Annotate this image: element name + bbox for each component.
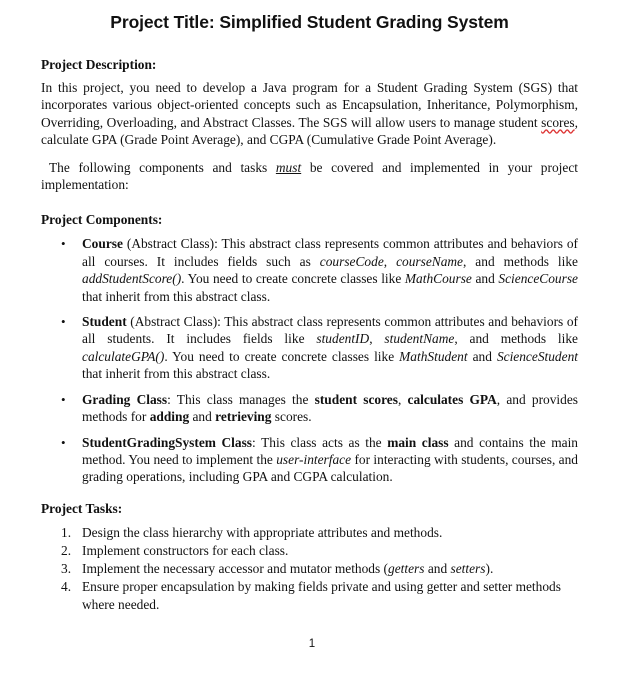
task-text: ). <box>485 560 494 576</box>
student-text-1: (Abstract Class): This abstract class represents common attributes and behaviors of all students. It includes fields like <box>82 314 578 347</box>
components-heading: Project Components: <box>41 212 163 228</box>
student-text-2: , <box>369 331 385 347</box>
task-text: Implement constructors for each class. <box>82 542 289 558</box>
bullet-icon: • <box>61 434 66 450</box>
course-name: Course <box>82 236 123 252</box>
task-item <box>41 542 578 560</box>
grading-text-1: : This class manages the <box>167 391 315 407</box>
course-text-2: , <box>383 253 397 269</box>
tasks-heading: Project Tasks: <box>41 500 123 516</box>
coverage-text-b: be covered and implemented in your project implementation: <box>41 159 578 193</box>
student-text-6: that inherit from this abstract class. <box>82 366 271 382</box>
course-text-5: and <box>471 271 499 287</box>
sgs-text-2: and contains the main method. You need to implement the <box>82 434 579 467</box>
coverage-must-word: must <box>275 159 302 175</box>
coverage-paragraph <box>41 159 578 194</box>
student-name: Student <box>82 314 127 330</box>
task-number: 4. <box>61 578 72 594</box>
tasks-list <box>41 524 578 614</box>
course-class-1: MathCourse <box>404 271 472 287</box>
task-item <box>41 578 578 614</box>
grading-bold-4: retrieving <box>215 409 272 425</box>
page-title: Project Title: Simplified Student Grading System <box>110 12 509 32</box>
course-text-3: , and methods like <box>463 253 578 269</box>
description-heading: Project Description: <box>41 57 157 72</box>
bullet-icon: • <box>61 391 66 407</box>
sgs-bold-1: main class <box>387 434 449 450</box>
task-text: Design the class hierarchy with appropriate attributes and methods. <box>82 524 443 540</box>
coverage-text-a: The following components and tasks <box>49 159 276 175</box>
student-field-2: studentName <box>384 331 455 347</box>
sgs-text-1: : This class acts as the <box>252 434 388 450</box>
bullet-icon: • <box>61 236 66 252</box>
component-course <box>41 235 578 305</box>
grading-text-3: , and provides methods for <box>82 391 578 425</box>
grading-bold-1: student scores <box>314 391 398 407</box>
description-text-a: In this project, you need to develop a Java program for a Student Grading System (SGS) that incorporates various object-oriented concepts such as Encapsulation, Inheritance, Polymorphism, Overriding, Overloading, and Abstract Classes. The SGS will allow users to manage student <box>41 80 578 130</box>
student-text-5: and <box>467 348 497 364</box>
student-field-1: studentID <box>316 331 370 347</box>
description-text-b: , calculate GPA (Grade Point Average), and CGPA (Cumulative Grade Point Average). <box>41 114 578 148</box>
grading-text-2: , <box>397 391 408 407</box>
student-class-1: MathStudent <box>399 348 468 364</box>
student-text-3: , and methods like <box>454 331 579 347</box>
component-grading <box>41 391 578 426</box>
task-item <box>41 560 578 578</box>
component-sgs <box>41 434 578 486</box>
grading-name: Grading Class <box>82 391 168 407</box>
grading-text-5: scores. <box>271 409 312 425</box>
sgs-name: StudentGradingSystem Class <box>82 434 253 450</box>
task-item <box>41 524 578 542</box>
task-italic-getters: getters <box>388 560 425 576</box>
course-text-1: (Abstract Class): This abstract class represents common attributes and behaviors of all courses. It includes fields such as <box>82 236 578 269</box>
grading-bold-2: calculates GPA <box>407 391 497 407</box>
course-text-6: that inherit from this abstract class. <box>82 288 271 304</box>
description-scores-word: scores <box>541 114 575 130</box>
student-text-4: . You need to create concrete classes like <box>164 348 400 364</box>
task-text: and <box>424 560 451 576</box>
sgs-text-3: for interacting with students, courses, and grading operations, including GPA and CGPA calculation. <box>82 451 578 485</box>
student-class-2: ScienceStudent <box>496 348 578 364</box>
page-number: 1 <box>308 638 316 650</box>
grading-text-4: and <box>189 409 216 425</box>
student-method: calculateGPA() <box>82 348 165 364</box>
components-list <box>41 235 578 485</box>
bullet-icon: • <box>61 314 66 330</box>
task-number: 2. <box>61 542 72 558</box>
course-method: addStudentScore() <box>82 271 182 287</box>
course-class-2: ScienceCourse <box>498 271 578 287</box>
task-number: 1. <box>61 524 72 540</box>
component-student <box>41 313 578 383</box>
description-paragraph <box>41 79 578 149</box>
task-italic-setters: setters <box>450 560 486 576</box>
task-text: Ensure proper encapsulation by making fields private and using getter and setter methods where needed. <box>82 578 561 612</box>
grading-bold-3: adding <box>149 409 190 425</box>
task-text: Implement the necessary accessor and mutator methods ( <box>82 560 389 576</box>
sgs-italic-1: user-interface <box>276 451 352 467</box>
course-field-2: courseName <box>396 253 464 269</box>
course-field-1: courseCode <box>319 253 384 269</box>
course-text-4: . You need to create concrete classes like <box>181 271 405 287</box>
task-number: 3. <box>61 560 72 576</box>
